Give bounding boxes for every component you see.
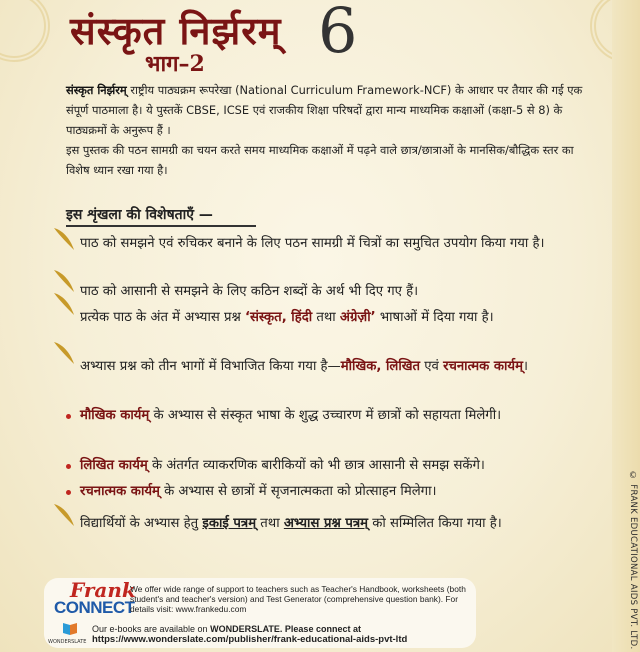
sub-feature-2-text: के अंतर्गत व्याकरणिक बारीकियों को भी छात्र आसानी से समझ सकेंगे।	[147, 458, 485, 473]
feature-4	[80, 355, 580, 379]
feature-4-text-e: ।	[522, 359, 528, 374]
sub-feature-1-text: के अभ्यास से संस्कृत भाषा के शुद्ध उच्चारण में छात्रों को सहायता मिलेगी।	[149, 408, 502, 423]
sub-feature-3-title: रचनात्मक कार्यम्	[80, 484, 160, 499]
feature-3-text-c: तथा	[312, 310, 340, 325]
feature-5-text-d: अभ्यास प्रश्न पत्रम्	[283, 516, 369, 531]
feature-4-text-c: एवं	[420, 359, 444, 374]
logo-connect-text: CONNECT	[54, 598, 135, 617]
feature-5-text-c: तथा	[256, 516, 284, 531]
feature-3	[80, 306, 580, 330]
grade-number: 6	[318, 0, 358, 67]
intro-p1-text: राष्ट्रीय पाठ्यक्रम रूपरेखा (National Curriculum Framework-NCF) के आधार पर तैयार की गई एक संपूर्ण पाठमाला है। ये पुस्तकें CBSE, ICSE एवं राजकीय शिक्षा परिषदों द्वारा मान्य माध्यमिक कक्षाओं (कक्षा-5 से 8) के पाठ्यक्रमों के अनुरूप हैं ।	[66, 83, 583, 137]
bullet-icon	[66, 414, 71, 419]
feature-3-text-d: अंग्रेज़ी’	[339, 310, 376, 325]
feather-icon	[52, 291, 76, 317]
intro-text	[66, 80, 586, 180]
feather-icon	[52, 340, 76, 366]
feature-2: पाठ को आसानी से समझने के लिए कठिन शब्दों के अर्थ भी दिए गए हैं।	[80, 284, 419, 299]
features-heading-text: इस शृंखला की विशेषताएँ —	[66, 207, 213, 223]
ebook-connect-text: . Please connect at	[279, 624, 361, 634]
feature-3-text-b: ‘संस्कृत, हिंदी	[245, 310, 313, 325]
ebook-note	[92, 624, 361, 634]
footer-panel	[44, 578, 476, 648]
ebook-note-text: Our e-books are available on	[92, 624, 211, 634]
intro-paragraph-1	[66, 80, 586, 140]
frank-connect-logo	[52, 578, 136, 620]
copyright-notice: © FRANK EDUCATIONAL AIDS PVT. LTD.	[628, 470, 638, 650]
series-name: संस्कृत निर्झरम्	[66, 83, 127, 97]
sub-feature-3	[80, 480, 580, 504]
wonderslate-book-icon	[62, 620, 78, 636]
book-part: भाग–2	[145, 51, 205, 77]
heading-underline	[66, 225, 256, 227]
feature-4-text-a: अभ्यास प्रश्न को तीन भागों में विभाजित किया गया है—	[80, 359, 341, 374]
feature-4-text-d: रचनात्मक कार्यम्	[443, 359, 523, 374]
sub-feature-1	[80, 404, 580, 428]
sub-feature-2-title: लिखित कार्यम्	[80, 458, 148, 473]
sub-feature-3-text: के अभ्यास से छात्रों में सृजनात्मकता को प्रोत्साहन मिलेगा।	[159, 484, 437, 499]
features-heading	[66, 205, 256, 227]
offer-text: We offer wide range of support to teachers such as Teacher's Handbook, worksheets (both student's and teacher's version) and Test Generator (comprehensive question bank). For details visit: www.frankedu.com	[130, 584, 466, 614]
feature-5-text-a: विद्यार्थियों के अभ्यास हेतु	[80, 516, 203, 531]
sub-feature-1-title: मौखिक कार्यम्	[80, 408, 150, 423]
feature-5	[80, 512, 580, 536]
bullet-icon	[66, 490, 71, 495]
logo-frank-text: Frank	[70, 578, 136, 602]
feature-3-text-e: भाषाओं में दिया गया है।	[375, 310, 494, 325]
sub-feature-2	[80, 454, 580, 478]
feature-3-text-a: प्रत्येक पाठ के अंत में अभ्यास प्रश्न	[80, 310, 245, 325]
feather-icon	[52, 226, 76, 252]
bullet-icon	[66, 464, 71, 469]
book-title: संस्कृत निर्झरम्	[70, 8, 282, 53]
feature-4-text-b: मौखिक, लिखित	[340, 359, 421, 374]
feature-5-text-e: को सम्मिलित किया गया है।	[368, 516, 502, 531]
feature-5-text-b: इकाई पत्रम्	[202, 516, 257, 531]
intro-paragraph-2: इस पुस्तक की पठन सामग्री का चयन करते समय माध्यमिक कक्षाओं में पढ़ने वाले छात्र/छात्राओं के मानसिक/बौद्धिक स्तर का विशेष ध्यान रखा गया है।	[66, 143, 574, 177]
ebook-platform: WONDERSLATE	[210, 624, 280, 634]
ebook-url-link[interactable]: https://www.wonderslate.com/publisher/frank-educational-aids-pvt-ltd	[92, 634, 408, 645]
feature-1: पाठ को समझने एवं रुचिकर बनाने के लिए पठन सामग्री में चित्रों का समुचित उपयोग किया गया है।	[80, 236, 545, 251]
feather-icon	[52, 502, 76, 528]
wonderslate-label: WONDERSLATE	[48, 639, 87, 645]
